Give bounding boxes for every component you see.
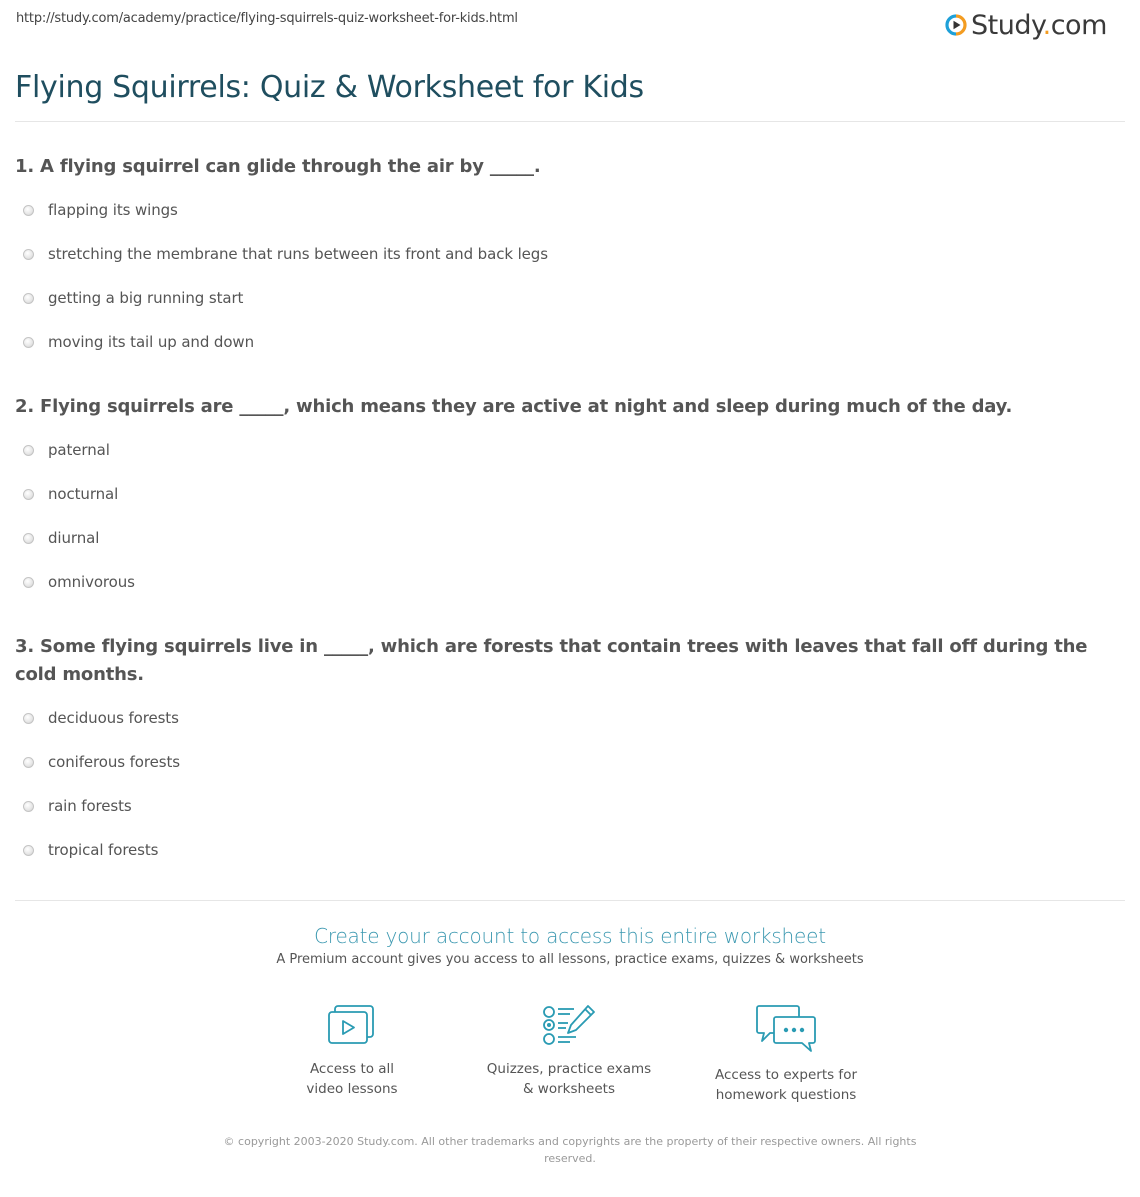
- page-title: Flying Squirrels: Quiz & Worksheet for Kids: [15, 70, 644, 105]
- signup-subtitle: A Premium account gives you access to all lessons, practice exams, quizzes & worksheets: [276, 952, 864, 967]
- section-divider: [15, 900, 1125, 901]
- answer-options: [15, 428, 1125, 604]
- title-divider: [15, 121, 1125, 122]
- answer-option[interactable]: rain forests: [15, 784, 1125, 828]
- answer-option[interactable]: omnivorous: [15, 560, 1125, 604]
- radio-button[interactable]: [23, 801, 34, 812]
- answer-option[interactable]: tropical forests: [15, 828, 1125, 872]
- radio-button[interactable]: [23, 757, 34, 768]
- radio-button[interactable]: [23, 489, 34, 500]
- signup-title[interactable]: Create your account to access this entire worksheet: [314, 924, 826, 948]
- radio-button[interactable]: [23, 533, 34, 544]
- radio-button[interactable]: [23, 445, 34, 456]
- answer-option[interactable]: diurnal: [15, 516, 1125, 560]
- study-logo[interactable]: [945, 9, 1107, 41]
- radio-button[interactable]: [23, 249, 34, 260]
- signup-prompt: [0, 924, 1140, 967]
- radio-button[interactable]: [23, 845, 34, 856]
- question-text: 2. Flying squirrels are _____, which means they are active at night and sleep during much of the day.: [15, 396, 1013, 417]
- question-2: [15, 393, 1125, 604]
- answer-options: [15, 188, 1125, 364]
- answer-option[interactable]: getting a big running start: [15, 276, 1125, 320]
- logo-wordmark: Study.com: [971, 9, 1107, 41]
- quiz-checklist-icon: [540, 1003, 598, 1047]
- question-3: [15, 633, 1125, 872]
- question-1: [15, 153, 1125, 364]
- feature-experts: Access to experts for homework questions: [686, 1003, 886, 1105]
- radio-button[interactable]: [23, 713, 34, 724]
- radio-button[interactable]: [23, 577, 34, 588]
- answer-option[interactable]: paternal: [15, 428, 1125, 472]
- video-lessons-icon: [326, 1003, 378, 1047]
- copyright-notice: © copyright 2003-2020 Study.com. All other trademarks and copyrights are the property of their respective owners. All rights reserved.: [223, 1135, 917, 1165]
- answer-option[interactable]: deciduous forests: [15, 696, 1125, 740]
- answer-option[interactable]: coniferous forests: [15, 740, 1125, 784]
- play-circle-icon: [945, 14, 967, 36]
- question-text: 3. Some flying squirrels live in _____, which are forests that contain trees with leaves that fall off during the cold months.: [15, 636, 1088, 685]
- page-url: http://study.com/academy/practice/flying-squirrels-quiz-worksheet-for-kids.html: [16, 11, 518, 26]
- answer-option[interactable]: flapping its wings: [15, 188, 1125, 232]
- chat-bubbles-icon: [754, 1003, 818, 1053]
- radio-button[interactable]: [23, 293, 34, 304]
- answer-option[interactable]: moving its tail up and down: [15, 320, 1125, 364]
- answer-option[interactable]: nocturnal: [15, 472, 1125, 516]
- feature-video-lessons: Access to all video lessons: [252, 1003, 452, 1099]
- radio-button[interactable]: [23, 205, 34, 216]
- answer-option[interactable]: stretching the membrane that runs between its front and back legs: [15, 232, 1125, 276]
- question-text: 1. A flying squirrel can glide through the air by _____.: [15, 156, 541, 177]
- feature-quizzes: Quizzes, practice exams & worksheets: [469, 1003, 669, 1099]
- radio-button[interactable]: [23, 337, 34, 348]
- answer-options: [15, 696, 1125, 872]
